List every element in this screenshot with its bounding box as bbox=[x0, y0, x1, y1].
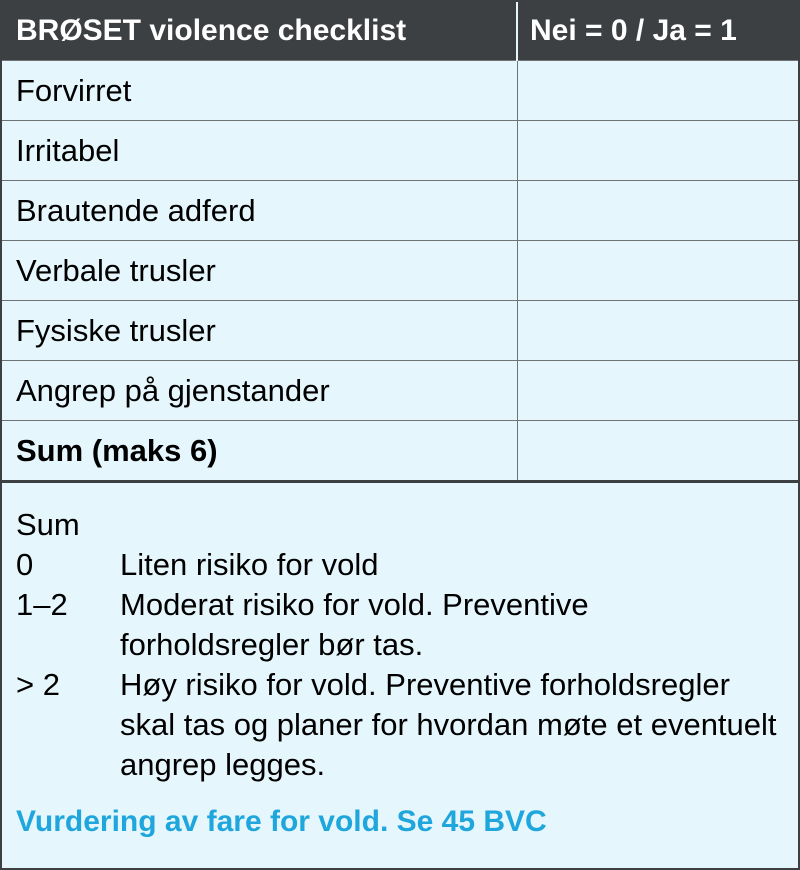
legend-description: Moderat risiko for vold. Preventive forholdsregler bør tas. bbox=[120, 587, 589, 662]
table-row bbox=[2, 301, 798, 361]
item-score-cell[interactable] bbox=[517, 121, 798, 181]
legend-description: Høy risiko for vold. Preventive forholdsregler skal tas og planer for hvordan møte et eventuelt angrep legges. bbox=[120, 667, 777, 782]
sum-label: Sum (maks 6) bbox=[2, 421, 517, 482]
item-label: Verbale trusler bbox=[2, 241, 517, 301]
table-row bbox=[2, 61, 798, 121]
item-score-cell[interactable] bbox=[517, 61, 798, 121]
table-row bbox=[2, 181, 798, 241]
checklist-title: BRØSET violence checklist bbox=[2, 2, 517, 61]
sum-score-cell[interactable] bbox=[517, 421, 798, 482]
item-label: Fysiske trusler bbox=[2, 301, 517, 361]
scale-header: Nei = 0 / Ja = 1 bbox=[517, 2, 798, 61]
item-score-cell[interactable] bbox=[517, 241, 798, 301]
legend-row bbox=[16, 585, 798, 665]
item-score-cell[interactable] bbox=[517, 301, 798, 361]
item-label: Brautende adferd bbox=[2, 181, 517, 241]
checklist-table bbox=[2, 2, 798, 483]
table-row bbox=[2, 121, 798, 181]
legend-score: > 2 bbox=[16, 667, 60, 702]
footer-reference: Vurdering av fare for vold. Se 45 BVC bbox=[16, 805, 547, 838]
legend-score: 0 bbox=[16, 547, 34, 582]
legend-row bbox=[16, 545, 798, 585]
item-score-cell[interactable] bbox=[517, 361, 798, 421]
item-score-cell[interactable] bbox=[517, 181, 798, 241]
risk-legend bbox=[2, 483, 798, 785]
item-label: Irritabel bbox=[2, 121, 517, 181]
legend-score: 1–2 bbox=[16, 587, 68, 622]
item-label: Angrep på gjenstander bbox=[2, 361, 517, 421]
legend-description: Liten risiko for vold bbox=[120, 547, 379, 582]
item-label: Forvirret bbox=[2, 61, 517, 121]
table-row bbox=[2, 241, 798, 301]
table-row bbox=[2, 361, 798, 421]
legend-title: Sum bbox=[16, 507, 80, 542]
legend-row bbox=[16, 665, 798, 785]
table-header-row bbox=[2, 2, 798, 61]
sum-row bbox=[2, 421, 798, 482]
